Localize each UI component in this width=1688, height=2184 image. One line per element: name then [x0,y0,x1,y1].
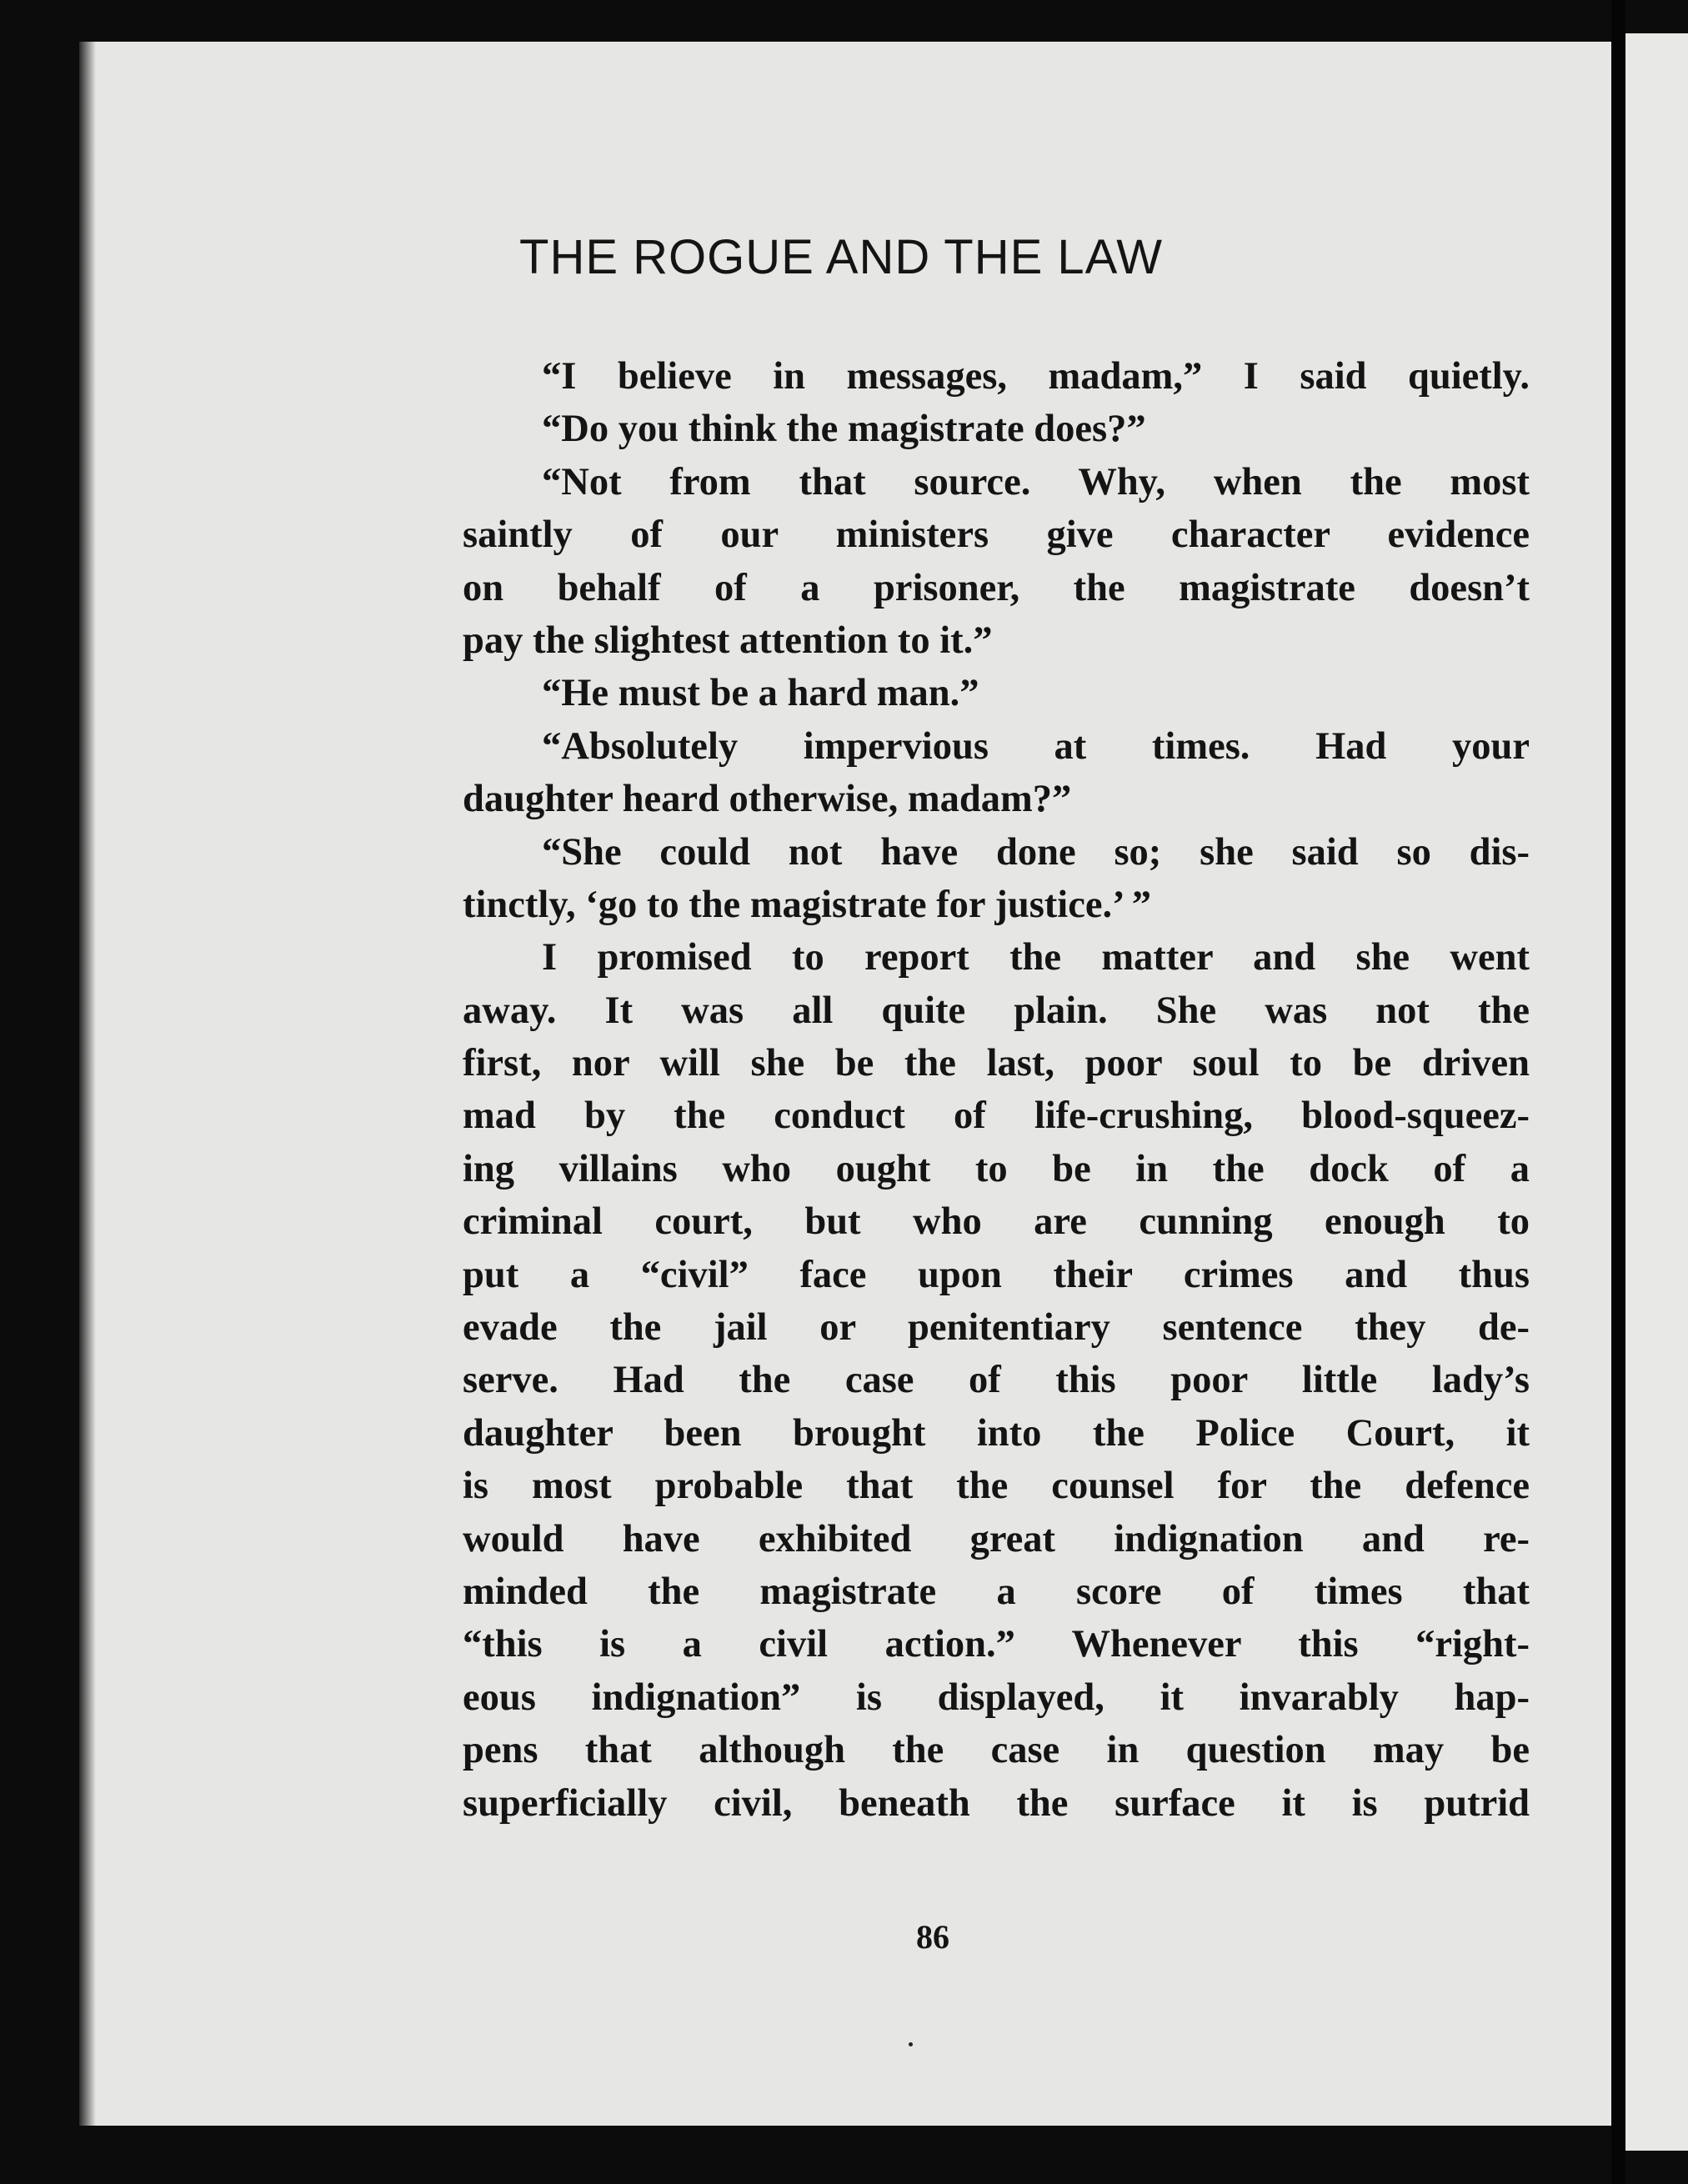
text-line: mad by the conduct of life-crushing, blood-squeez- [463,1095,1530,1138]
text-line: “Absolutely impervious at times. Had your [542,724,1530,768]
text-line: eous indignation” is displayed, it invarably hap- [463,1676,1530,1719]
text-line: tinctly, ‘go to the magistrate for justice.’ ” [463,883,1152,926]
text-line: is most probable that the counsel for the defence [463,1465,1530,1508]
text-line: “Not from that source. Why, when the most [542,460,1530,503]
text-line: on behalf of a prisoner, the magistrate doesn’t [463,566,1530,609]
text-line: pens that although the case in question may be [463,1729,1530,1772]
page-number: 86 [916,1918,949,1956]
text-line: ing villains who ought to be in the dock of a [463,1147,1530,1190]
text-line: criminal court, but who are cunning enough to [463,1200,1530,1244]
text-line: minded the magistrate a score of times that [463,1570,1530,1613]
text-line: “I believe in messages, madam,” I said quietly. [542,355,1530,398]
text-line: “this is a civil action.” Whenever this “right- [463,1623,1530,1666]
page-gutter-shadow [79,42,96,2126]
text-line: “Do you think the magistrate does?” [542,408,1146,451]
text-line: put a “civil” face upon their crimes and thus [463,1253,1530,1296]
text-line: “He must be a hard man.” [542,672,979,715]
text-line: I promised to report the matter and she went [542,936,1530,979]
text-line: evade the jail or penitentiary sentence they de- [463,1306,1530,1350]
page-edge-rule [1611,0,1625,2184]
book-page [79,42,1611,2126]
text-line: daughter been brought into the Police Court, it [463,1411,1530,1455]
text-line: superficially civil, beneath the surface it is putrid [463,1781,1530,1825]
text-line: first, nor will she be the last, poor soul to be driven [463,1042,1530,1085]
text-line: serve. Had the case of this poor little lady’s [463,1359,1530,1402]
running-head: THE ROGUE AND THE LAW [519,230,1163,284]
text-line: away. It was all quite plain. She was not the [463,989,1530,1032]
text-line: daughter heard otherwise, madam?” [463,778,1072,821]
text-line: would have exhibited great indignation and re- [463,1517,1530,1560]
text-line: saintly of our ministers give character evidence [463,513,1530,557]
text-line: “She could not have done so; she said so dis- [542,830,1530,874]
facing-page-edge [1625,33,1688,2151]
ink-speck [909,2042,913,2046]
body-text [463,350,1530,1830]
text-line: pay the slightest attention to it.” [463,619,993,662]
